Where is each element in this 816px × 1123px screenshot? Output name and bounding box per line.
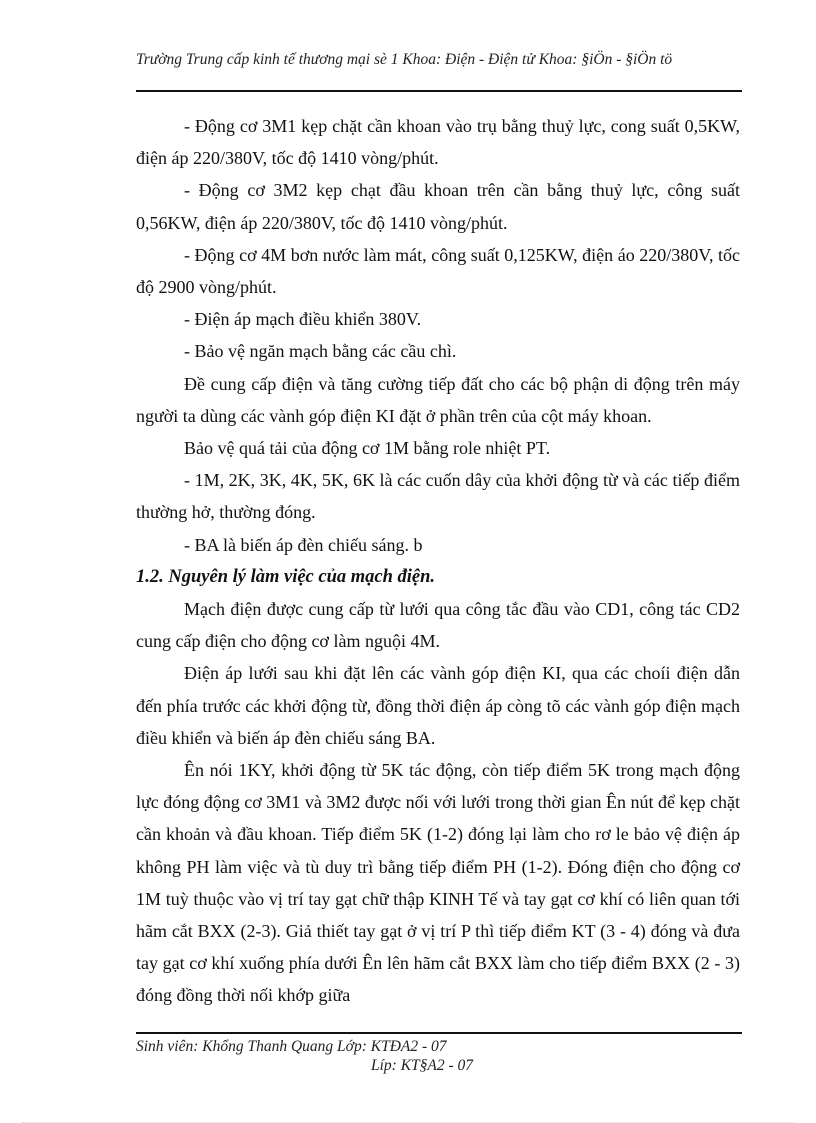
section-heading: 1.2. Nguyên lý làm việc của mạch điện.: [136, 566, 436, 587]
paragraph-operation: Ên nói 1KY, khởi động từ 5K tác động, còn tiếp điểm 5K trong mạch động lực đóng động cơ 3M1 và 3M2 được nối với lưới trong thời gian Ên nút để kẹp chặt cần khoản và đầu khoan. Tiếp điểm 5K (1-2) đóng lại làm cho rơ le bảo vệ điện áp không PH làm việc và tù duy trì bằng tiếp điểm PH (1-2). Đóng điện cho động cơ 1M tuỳ thuộc vào vị trí tay gạt chữ thập KINH Tế và tay gạt cơ khí có liên quan tới hãm cắt BXX (2-3). Giả thiết tay gạt ở vị trí P thì tiếp điểm KT (3 - 4) đóng và đưa tay gạt cơ khí xuống phía dưới Ên lên hãm cắt BXX làm cho tiếp điểm BXX (2 - 3) đóng đồng thời nối khớp giữa: [136, 760, 740, 1006]
paragraph-motor-4m: - Động cơ 4M bơn nước làm mát, công suất 0,125KW, điện áo 220/380V, tốc độ 2900 vòng/phút.: [136, 244, 740, 298]
footer-class-line: Líp: KT§A2 - 07: [371, 1057, 474, 1074]
paragraph-overload-protection: Bảo vệ quá tải của động cơ 1M bằng role nhiệt PT.: [184, 438, 551, 459]
page-header: [136, 50, 742, 69]
footer-divider: [136, 1032, 742, 1034]
header-divider: [136, 90, 742, 92]
paragraph-grid-voltage: Điện áp lưới sau khi đặt lên các vành góp điện KI, qua các choíi điện dẫn đến phía trước các khởi động từ, đồng thời điện áp còng tõ các vành góp điện mạch điều khiển và biến áp đèn chiếu sáng BA.: [136, 663, 740, 748]
document-body: [136, 110, 740, 1012]
paragraph-power-supply: Đề cung cấp điện và tăng cường tiếp đất cho các bộ phận di động trên máy người ta dùng các vành góp điện KI đặt ở phần trên của cột máy khoan.: [136, 373, 740, 426]
paragraph-motor-3m1: - Động cơ 3M1 kẹp chặt cần khoan vào trụ bằng thuỷ lực, cong suất 0,5KW, điện áp 220/380V, tốc độ 1410 vòng/phút.: [136, 116, 740, 169]
paragraph-lighting-transformer: - BA là biến áp đèn chiếu sáng. b: [184, 534, 423, 555]
paragraph-supply-circuit: Mạch điện được cung cấp từ lưới qua công tắc đầu vào CD1, công tác CD2 cung cấp điện cho động cơ làm nguội 4M.: [136, 599, 740, 652]
page-footer: [136, 1037, 742, 1075]
footer-student-line: Sinh viên: Khổng Thanh Quang Lớp: KTĐA2 - 07: [136, 1038, 447, 1055]
header-text: Trường Trung cấp kinh tế thương mại sè 1 Khoa: Điện - Điện tử Khoa: §iÖn - §iÖn tö: [136, 51, 673, 68]
paragraph-motor-3m2: - Động cơ 3M2 kẹp chạt đầu khoan trên cần bằng thuỷ lực, công suất 0,56KW, điện áp 220/380V, tốc độ 1410 vòng/phút.: [136, 180, 740, 233]
paragraph-contactors: - 1M, 2K, 3K, 4K, 5K, 6K là các cuốn dây của khởi động từ và các tiếp điểm thường hở, thường đóng.: [136, 470, 740, 523]
paragraph-fuse-protection: - Bảo vệ ngăn mạch bằng các cầu chì.: [184, 341, 457, 362]
paragraph-control-voltage: - Điện áp mạch điều khiển 380V.: [184, 309, 422, 330]
